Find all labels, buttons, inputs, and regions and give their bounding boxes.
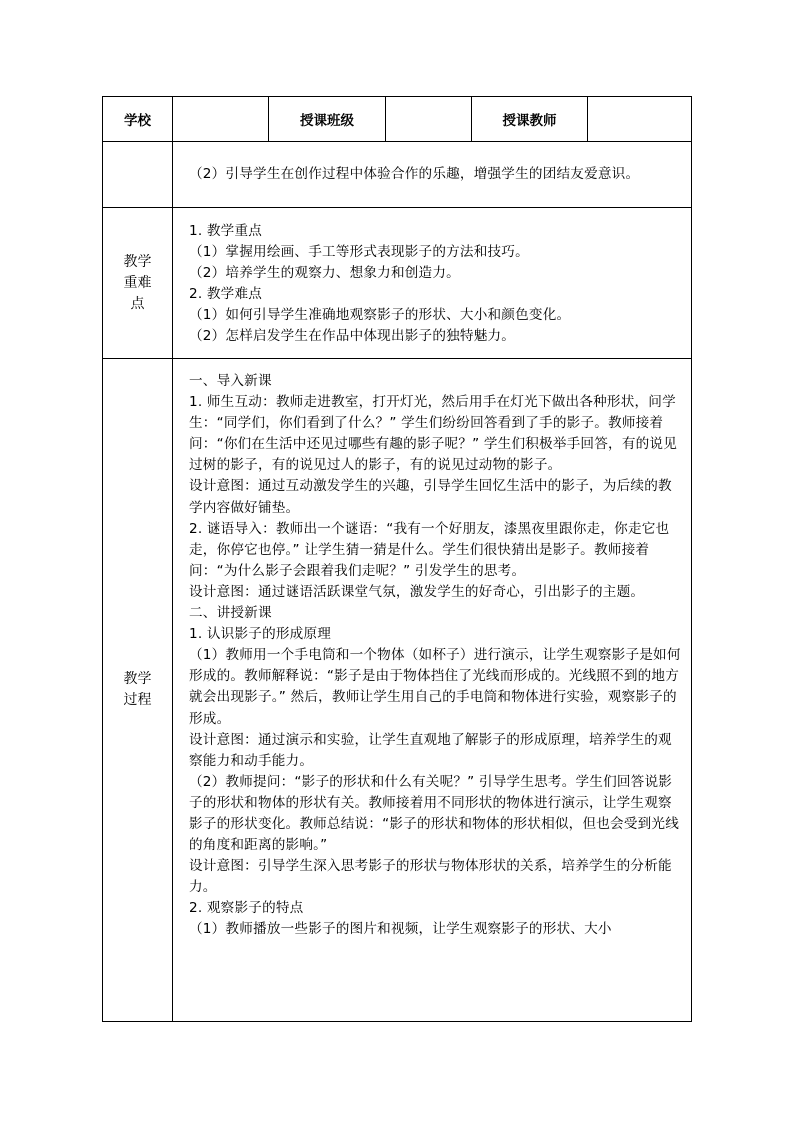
class-value	[386, 97, 472, 142]
teaching-process-label-text: 教学过程	[123, 671, 152, 708]
process-line: 设计意图：通过互动激发学生的兴趣，引导学生回忆生活中的影子，为后续的教学内容做好铺垫。	[189, 478, 672, 516]
process-line: 1. 师生互动：教师走进教室，打开灯光，然后用手在灯光下做出各种形状，问学生：“同学们，你们看到了什么？” 学生们纷纷回答看到了手的影子。教师接着问：“你们在生活中还见过哪些有趣的影子呢？” 学生们积极举手回答，有的说见过树的影子，有的说见过人的影子，有的说见过动物的影子。	[189, 394, 677, 474]
key-difficulty-label-text: 教学重难点	[123, 253, 152, 312]
process-line: 二、讲授新课	[189, 605, 272, 622]
process-line: 1. 认识影子的形成原理	[189, 626, 332, 643]
key-difficulty-content	[173, 208, 692, 359]
class-label: 授课班级	[269, 97, 386, 142]
teacher-value	[588, 97, 692, 142]
process-line: 设计意图：通过谜语活跃课堂气氛，激发学生的好奇心，引出影子的主题。	[189, 583, 645, 600]
process-line: （2）教师提问：“影子的形状和什么有关呢？” 引导学生思考。学生们回答说影子的形状和物体的形状有关。教师接着用不同形状的物体进行演示，让学生观察影子的形状变化。教师总结说：“影子的形状和物体的形状相似，但也会受到光线的角度和距离的影响。”	[189, 773, 680, 854]
teaching-process-row	[103, 359, 692, 1022]
header-row	[103, 97, 692, 142]
process-line: 设计意图：引导学生深入思考影子的形状与物体形状的关系，培养学生的分析能力。	[189, 858, 672, 896]
key-line: （1）如何引导学生准确地观察影子的形状、大小和颜色变化。	[189, 307, 571, 324]
key-difficulty-label	[103, 208, 173, 359]
process-line: 2. 谜语导入：教师出一个谜语：“我有一个好朋友，漆黑夜里跟你走，你走它也走，你停它也停。” 让学生猜一猜是什么。学生们很快猜出是影子。教师接着问：“为什么影子会跟着我们走呢？” 引发学生的思考。	[189, 520, 670, 579]
process-line: 2. 观察影子的特点	[189, 900, 304, 917]
teaching-goal-content	[173, 142, 692, 208]
teaching-goal-row	[103, 142, 692, 208]
key-line: 2. 教学难点	[189, 286, 263, 302]
key-line: 1. 教学重点	[189, 222, 263, 239]
goal-line: （2）引导学生在创作过程中体验合作的乐趣，增强学生的团结友爱意识。	[189, 165, 640, 182]
school-value	[173, 97, 269, 142]
process-line: 设计意图：通过演示和实验，让学生直观地了解影子的形成原理，培养学生的观察能力和动手能力。	[189, 731, 672, 769]
key-line: （1）掌握用绘画、手工等形式表现影子的方法和技巧。	[189, 243, 529, 260]
key-line: （2）培养学生的观察力、想象力和创造力。	[189, 264, 460, 281]
process-line: （1）教师播放一些影子的图片和视频，让学生观察影子的形状、大小	[189, 921, 612, 938]
school-label: 学校	[103, 97, 173, 142]
key-line: （2）怎样启发学生在作品中体现出影子的独特魅力。	[189, 328, 516, 345]
teaching-goal-label	[103, 142, 173, 208]
key-difficulty-row	[103, 208, 692, 359]
teaching-process-label	[103, 359, 173, 1022]
teaching-process-content	[173, 359, 692, 1022]
lesson-plan-table	[102, 96, 692, 1022]
process-line: 一、导入新课	[189, 373, 272, 389]
teacher-label: 授课教师	[472, 97, 588, 142]
process-line: （1）教师用一个手电筒和一个物体（如杯子）进行演示，让学生观察影子是如何形成的。教师解释说：“影子是由于物体挡住了光线而形成的。光线照不到的地方就会出现影子。” 然后，教师让学生用自己的手电筒和物体进行实验，观察影子的形成。	[189, 647, 681, 727]
